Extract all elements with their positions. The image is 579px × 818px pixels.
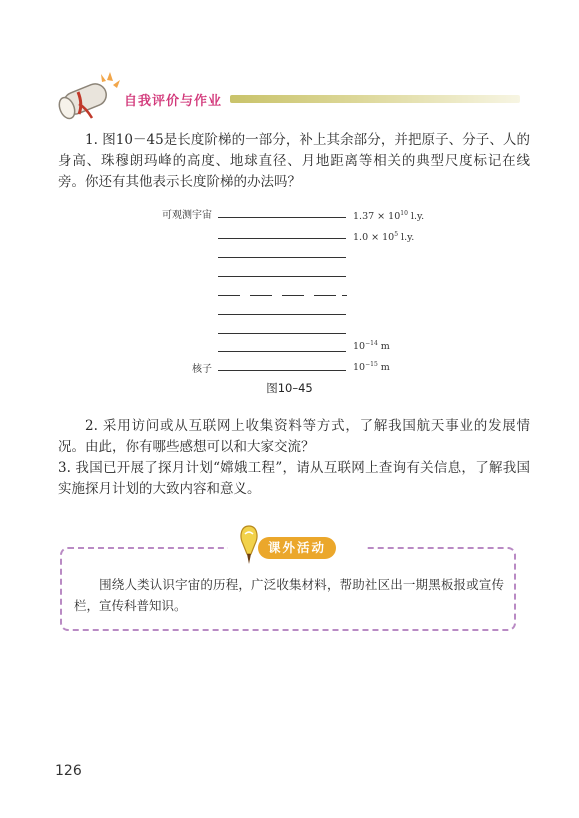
ladder-rung <box>218 217 346 218</box>
section-title: 自我评价与作业 <box>124 94 223 109</box>
value-observable-universe: $1.37 \times 10^{10}$ l.y. <box>353 210 425 222</box>
question-3-text: 3. 我国已开展了探月计划“嫦娥工程”，请从互联网上查询有关信息，了解我国实施探月计划的大致内容和意义。 <box>58 460 530 497</box>
label-observable-universe: 可观测宇宙 <box>162 210 212 221</box>
ladder-rung <box>218 370 346 371</box>
value-nucleon: $10^{-15}$ m <box>353 361 390 373</box>
question-1 <box>58 130 530 193</box>
question-3 <box>58 458 530 500</box>
figure-caption: 图10–45 <box>266 381 313 395</box>
ladder-rung-blank <box>218 333 346 334</box>
activity-text-content: 围绕人类认识宇宙的历程，广泛收集材料，帮助社区出一期黑板报或宣传栏，宣传科普知识。 <box>74 577 504 613</box>
question-1-text: 1. 图10－45是长度阶梯的一部分，补上其余部分，并把原子、分子、人的身高、珠穆朗玛峰的高度、地球直径、月地距离等相关的典型尺度标记在线旁。你还有其他表示长度阶梯的办法吗？ <box>58 132 530 190</box>
ladder-rung-blank <box>218 276 346 277</box>
ladder-rung <box>218 351 346 352</box>
page-number: 126 <box>55 763 82 779</box>
ladder-rung-blank <box>218 314 346 315</box>
ladder-rung-blank <box>218 257 346 258</box>
value-second-rung: $1.0 \times 10^5$ l.y. <box>353 231 415 243</box>
value-third-rung: $10^{-14}$ m <box>353 340 390 352</box>
question-2 <box>58 416 530 458</box>
scroll-icon <box>58 72 120 124</box>
activity-text <box>74 574 504 616</box>
section-title-bar <box>230 95 520 103</box>
label-nucleon: 核子 <box>192 364 212 375</box>
ladder-rung <box>218 238 346 239</box>
activity-badge: 课外活动 <box>258 537 336 559</box>
question-2-text: 2. 采用访问或从互联网上收集资料等方式，了解我国航天事业的发展情况。由此，你有哪些感想可以和大家交流？ <box>58 418 530 455</box>
